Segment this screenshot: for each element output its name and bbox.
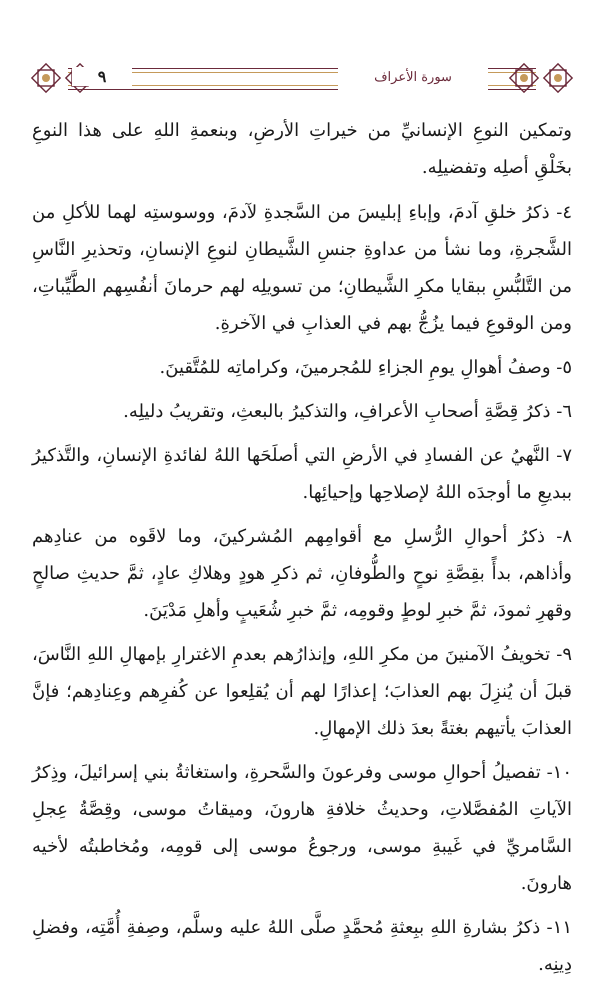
paragraph-item-6: ٦- ذكرُ قِصَّةِ أصحابِ الأعرافِ، والتذكيرُ بالبعثِ، وتقريبُ دليلِه. <box>123 401 572 422</box>
paragraph-item-7: ٧- النَّهيُ عن الفسادِ في الأرضِ التي أصلَحَها اللهُ لفائدةِ الإنسانِ، والتَّذكيرُ ببديعِ ما أوجدَه اللهُ لإصلاحِها وإحيائِها. <box>32 445 572 503</box>
paragraph-item-8: ٨- ذكرُ أحوالِ الرُّسلِ مع أقوامِهم المُشركينَ، وما لاقَوه من عنادِهم وأذاهم، بدأً بقِصَّةِ نوحٍ والطُّوفانِ، ثم ذكرِ هودٍ وهلاكِ عادٍ، ثمَّ حديثِ صالحٍ وقهرِ ثمودَ، ثمَّ خبرِ لوطٍ وقومِه، ثمَّ خبرِ شُعَيبٍ وأهلِ مَدْيَنَ. <box>32 526 572 621</box>
paragraph-item-4: ٤- ذكرُ خلقِ آدمَ، وإباءِ إبليسَ من السَّجدةِ لآدمَ، ووسوستِه لهما للأكلِ من الشَّجرةِ، وما نشأ من عداوةِ جنسِ الشَّيطانِ لنوعِ الإنسانِ، وتحذيرِ النَّاسِ من التَّلبُّسِ ببقايا مكرِ الشَّيطانِ؛ من تسويلِه لهم حرمانَ أنفُسِهم الطَّيِّباتِ، ومن الوقوعِ فيما يزُجُّ بهم في العذابِ في الآخرةِ. <box>32 202 572 334</box>
page-number: ٩ <box>72 67 132 86</box>
paragraph-item-5: ٥- وصفُ أهوالِ يومِ الجزاءِ للمُجرمينَ، وكراماتِه للمُتَّقينَ. <box>159 357 572 378</box>
page-header <box>28 60 576 96</box>
ornament-left-outer-icon <box>28 60 64 96</box>
ornament-right-inner-icon <box>506 60 542 96</box>
paragraph-intro-continuation: وتمكين النوعِ الإنسانيِّ من خيراتِ الأرضِ، وبنعمةِ اللهِ على هذا النوعِ بخَلْقِ أصلِه وتفضيلِه. <box>32 120 572 178</box>
page-body <box>32 112 572 990</box>
surah-name: سورة الأعراف <box>338 66 488 90</box>
paragraph-item-10: ١٠- تفصيلُ أحوالِ موسى وفرعونَ والسَّحرةِ، واستغاثةُ بني إسرائيلَ، وذِكرُ الآياتِ المُفصَّلاتِ، وحديثُ خلافةِ هارونَ، وميقاتُ موسى، وقِصَّةُ عِجلِ السَّامريِّ في غَيبةِ موسى، ورجوعُ موسى إلى قومِه، ومُخاطبتُه لأخيه هارونَ. <box>32 762 572 894</box>
ornament-right-outer-icon <box>540 60 576 96</box>
paragraph-item-9: ٩- تخويفُ الآمنينَ من مكرِ اللهِ، وإنذارُهم بعدمِ الاغترارِ بإمهالِ اللهِ النَّاسَ، قبلَ أن يُنزِلَ بهم العذابَ؛ إعذارًا لهم أن يُقلِعوا عن كُفرِهم وعِنادِهم؛ فإنَّ العذابَ يأتيهم بغتةً بعدَ ذلك الإمهالِ. <box>32 644 572 739</box>
paragraph-item-11: ١١- ذكرُ بشارةِ اللهِ ببِعثةِ مُحمَّدٍ صلَّى اللهُ عليه وسلَّم، وصِفةِ أُمَّتِه، وفضلِ دِينِه. <box>32 917 572 975</box>
